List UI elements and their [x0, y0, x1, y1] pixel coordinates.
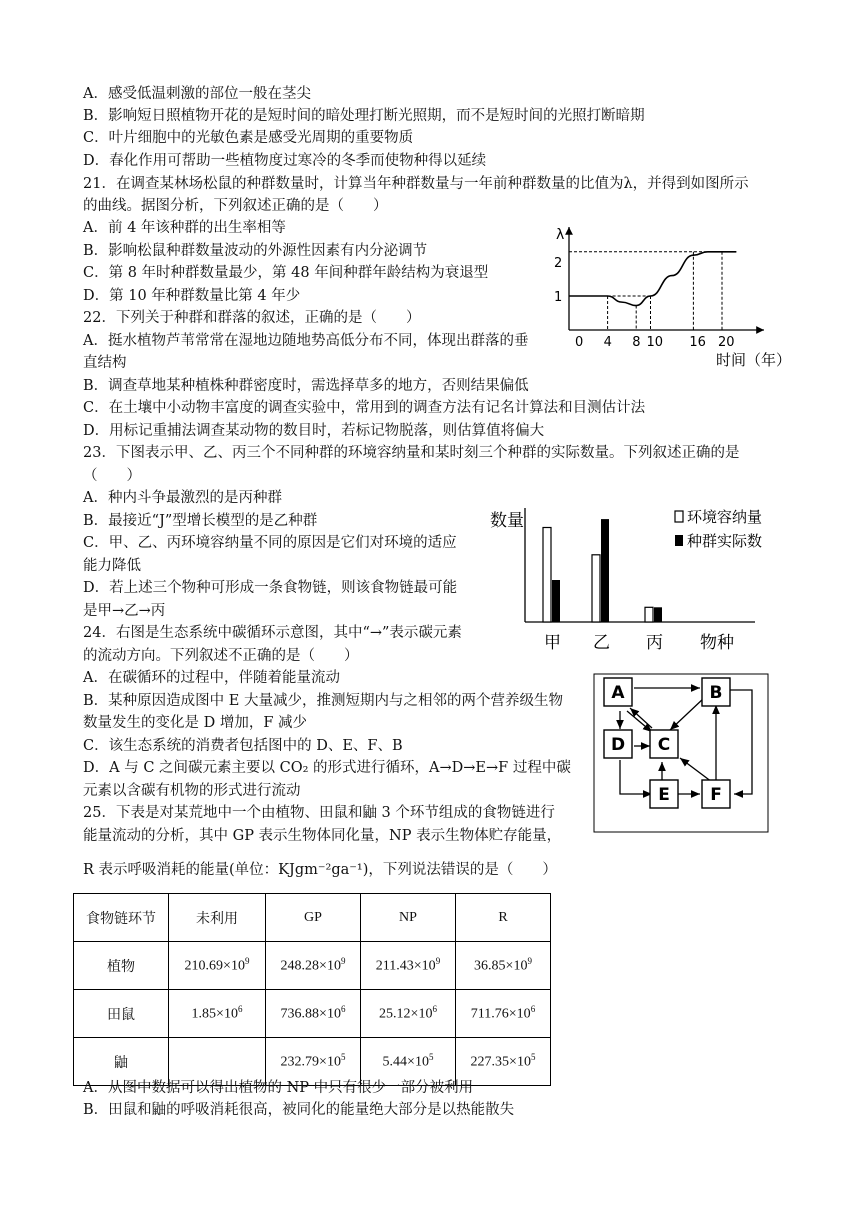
node-a — [604, 678, 632, 706]
x-tick-label: 16 — [689, 335, 706, 350]
svg-text:E: E — [658, 785, 670, 805]
node-e — [650, 780, 678, 808]
legend-swatch-capacity — [675, 511, 683, 522]
text-line: D．第 10 年种群数量比第 4 年少 — [83, 288, 301, 304]
population-bar-figure — [485, 498, 795, 658]
text-line: B．调查草地某种植株种群密度时，需选择草多的地方，否则结果偏低 — [83, 378, 529, 394]
bar-capacity — [543, 528, 551, 623]
table-row — [74, 990, 551, 1038]
x-tick-label: 8 — [632, 335, 641, 350]
y-tick-label: 2 — [554, 256, 563, 271]
text-line: D．春化作用可帮助一些植物度过寒冷的冬季而使物种得以延续 — [83, 153, 487, 169]
bar-actual — [552, 580, 560, 622]
text-line: B．影响短日照植物开花的是短时间的暗处理打断光照期，而不是短时间的光照打断暗期 — [83, 108, 645, 124]
x-tick-label: 4 — [603, 335, 612, 350]
text-line: 是甲→乙→丙 — [83, 603, 166, 619]
bar-actual — [601, 519, 609, 622]
table-row — [74, 942, 551, 990]
bar-capacity — [645, 607, 653, 622]
svg-text:B: B — [709, 683, 723, 703]
text-line: C．该生态系统的消费者包括图中的 D、E、F、B — [83, 738, 403, 754]
table-header-cell: GP — [266, 894, 361, 942]
table-header-cell: 食物链环节 — [74, 894, 169, 942]
table-header-row — [74, 894, 551, 942]
text-line: D．A 与 C 之间碳元素主要以 CO₂ 的形式进行循环，A→D→E→F 过程中碳 — [83, 760, 571, 776]
y-tick-label: 1 — [554, 290, 563, 305]
text-line: 数量发生的变化是 D 增加，F 减少 — [83, 715, 308, 731]
category-label: 甲 — [544, 633, 561, 653]
table-cell: $1.85\times 10^6$ — [169, 990, 266, 1038]
text-line: B．最接近“J”型增长模型的是乙种群 — [83, 513, 318, 529]
table-cell: $25.12\times 10^6$ — [361, 990, 456, 1038]
x-tick-label: 0 — [575, 335, 584, 350]
x-tick-label: 20 — [718, 335, 735, 350]
x-axis-label: 物种 — [700, 633, 734, 653]
lambda-curve — [569, 252, 736, 306]
carbon-cycle-figure — [592, 672, 772, 837]
table-cell: 田鼠 — [74, 990, 169, 1038]
text-line: 24．右图是生态系统中碳循环示意图，其中“→”表示碳元素 — [83, 625, 462, 641]
table-cell: $210.69\times 10^9$ — [169, 942, 266, 990]
text-line: （ ） — [83, 468, 141, 484]
legend-label-actual: 种群实际数 — [687, 532, 763, 550]
table-cell: $227.35\times 10^5$ — [456, 1038, 551, 1086]
lambda-curve-figure — [552, 225, 802, 375]
category-label: 丙 — [646, 633, 663, 653]
text-line: 元素以含碳有机物的形式进行流动 — [83, 783, 301, 799]
text-line: A．种内斗争最激烈的是丙种群 — [83, 490, 282, 506]
energy-flow-table — [73, 893, 551, 1086]
node-c — [650, 730, 678, 758]
table-cell: $736.88\times 10^6$ — [266, 990, 361, 1038]
text-line: A．挺水植物芦苇常常在湿地边随地势高低分布不同，体现出群落的垂 — [83, 333, 529, 349]
text-line: R 表示呼吸消耗的能量(单位：KJgm⁻²ga⁻¹)，下列说法错误的是（ ） — [83, 862, 557, 878]
table-cell: $711.76\times 10^6$ — [456, 990, 551, 1038]
text-line: 直结构 — [83, 355, 127, 371]
text-line: C．第 8 年时种群数量最少，第 48 年间种群年龄结构为衰退型 — [83, 265, 489, 281]
legend-label-capacity: 环境容纳量 — [687, 508, 763, 526]
table-cell: 鼬 — [74, 1038, 169, 1086]
svg-text:A: A — [611, 683, 625, 703]
x-tick-label: 10 — [646, 335, 664, 350]
table-header-cell: 未利用 — [169, 894, 266, 942]
svg-text:F: F — [710, 785, 722, 805]
text-line: 23．下图表示甲、乙、丙三个不同种群的环境容纳量和某时刻三个种群的实际数量。下列叙述正确的是 — [83, 445, 740, 461]
text-line: D．若上述三个物种可形成一条食物链，则该食物链最可能 — [83, 580, 458, 596]
text-line: A．在碳循环的过程中，伴随着能量流动 — [83, 670, 340, 686]
text-line: A．感受低温刺激的部位一般在茎尖 — [83, 86, 311, 102]
node-f — [702, 780, 730, 808]
table-cell: $232.79\times 10^5$ — [266, 1038, 361, 1086]
text-line: C．甲、乙、丙环境容纳量不同的原因是它们对环境的适应 — [83, 535, 457, 551]
text-line: C．叶片细胞中的光敏色素是感受光周期的重要物质 — [83, 130, 414, 146]
bar-actual — [654, 607, 662, 622]
table-cell: $248.28\times 10^9$ — [266, 942, 361, 990]
text-line: 能量流动的分析，其中 GP 表示生物体同化量，NP 表示生物体贮存能量， — [83, 828, 562, 844]
text-line: B．影响松鼠种群数量波动的外源性因素有内分泌调节 — [83, 243, 428, 259]
text-line: A．从图中数据可以得出植物的 NP 中只有很少一部分被利用 — [83, 1080, 474, 1096]
svg-text:C: C — [657, 735, 671, 755]
text-line: 的曲线。据图分析，下列叙述正确的是（ ） — [83, 198, 388, 214]
text-line: B．田鼠和鼬的呼吸消耗很高，被同化的能量绝大部分是以热能散失 — [83, 1102, 515, 1118]
text-line: 能力降低 — [83, 558, 141, 574]
table-cell: $36.85\times 10^9$ — [456, 942, 551, 990]
bar-capacity — [592, 555, 600, 622]
text-line: A．前 4 年该种群的出生率相等 — [83, 220, 286, 236]
node-b — [702, 678, 730, 706]
table-header-cell: NP — [361, 894, 456, 942]
table-cell: $211.43\times 10^9$ — [361, 942, 456, 990]
text-line: B．某种原因造成图中 E 大量减少，推测短期内与之相邻的两个营养级生物 — [83, 693, 563, 709]
text-line: D．用标记重捕法调查某动物的数目时，若标记物脱落，则估算值将偏大 — [83, 423, 545, 439]
y-axis-label: 数量 — [490, 511, 524, 531]
text-line: C．在土壤中小动物丰富度的调查实验中，常用到的调查方法有记名计算法和目测估计法 — [83, 400, 646, 416]
text-line: 的流动方向。下列叙述不正确的是（ ） — [83, 648, 359, 664]
y-axis-label: λ — [556, 227, 565, 243]
table-header-cell: R — [456, 894, 551, 942]
legend-swatch-actual — [675, 535, 683, 546]
x-axis-label: 时间（年） — [716, 351, 792, 369]
text-line: 25．下表是对某荒地中一个由植物、田鼠和鼬 3 个环节组成的食物链进行 — [83, 805, 555, 821]
svg-text:D: D — [610, 735, 626, 755]
table-cell: $5.44\times 10^5$ — [361, 1038, 456, 1086]
category-label: 乙 — [593, 633, 610, 653]
text-line: 22．下列关于种群和群落的叙述，正确的是（ ） — [83, 310, 421, 326]
table-cell: 植物 — [74, 942, 169, 990]
text-line: 21．在调查某林场松鼠的种群数量时，计算当年种群数量与一年前种群数量的比值为λ，并得到如图所示 — [83, 176, 749, 192]
node-d — [604, 730, 632, 758]
